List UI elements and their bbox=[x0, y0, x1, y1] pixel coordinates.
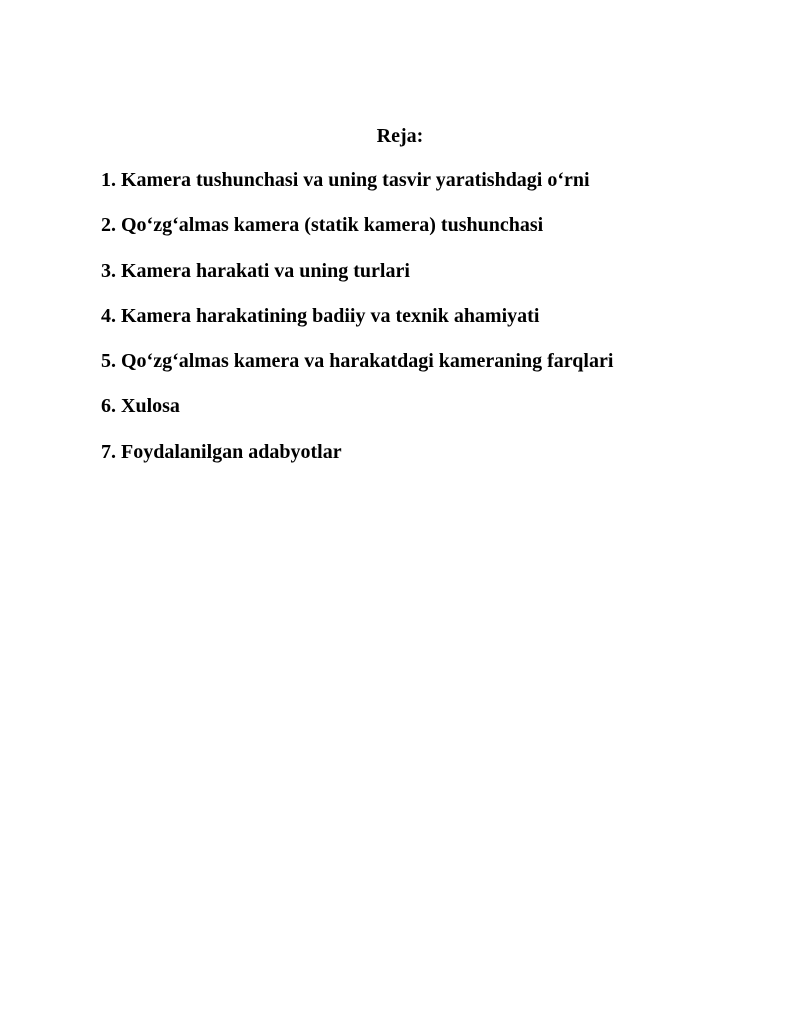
list-item-number: 1. bbox=[101, 169, 116, 191]
list-item bbox=[101, 394, 613, 439]
list-item bbox=[101, 213, 613, 258]
list-item-number: 3. bbox=[101, 259, 116, 282]
list-item-text: Kamera harakatining badiiy va texnik ahamiyati bbox=[121, 304, 540, 327]
list-item-text: Xulosa bbox=[121, 395, 180, 418]
page-title: Reja: bbox=[376, 125, 424, 147]
list-item-number: 4. bbox=[101, 304, 116, 327]
list-item-number: 6. bbox=[101, 395, 116, 418]
list-item bbox=[101, 304, 613, 349]
list-item-text: Qo‘zg‘almas kamera va harakatdagi kameraning farqlari bbox=[121, 350, 614, 373]
list-item-number: 5. bbox=[101, 350, 116, 373]
list-item-number: 7. bbox=[101, 440, 116, 463]
list-item-text: Foydalanilgan adabyotlar bbox=[121, 440, 342, 463]
list-item bbox=[101, 440, 613, 485]
list-item-text: Qo‘zg‘almas kamera (statik kamera) tushunchasi bbox=[121, 214, 544, 237]
list-item-number: 2. bbox=[101, 214, 116, 237]
list-item bbox=[101, 259, 613, 304]
list-item-text: Kamera harakati va uning turlari bbox=[121, 259, 410, 282]
plan-list bbox=[101, 168, 613, 485]
list-item bbox=[101, 349, 613, 394]
list-item bbox=[101, 168, 613, 213]
list-item-text: Kamera tushunchasi va uning tasvir yaratishdagi o‘rni bbox=[121, 169, 590, 191]
